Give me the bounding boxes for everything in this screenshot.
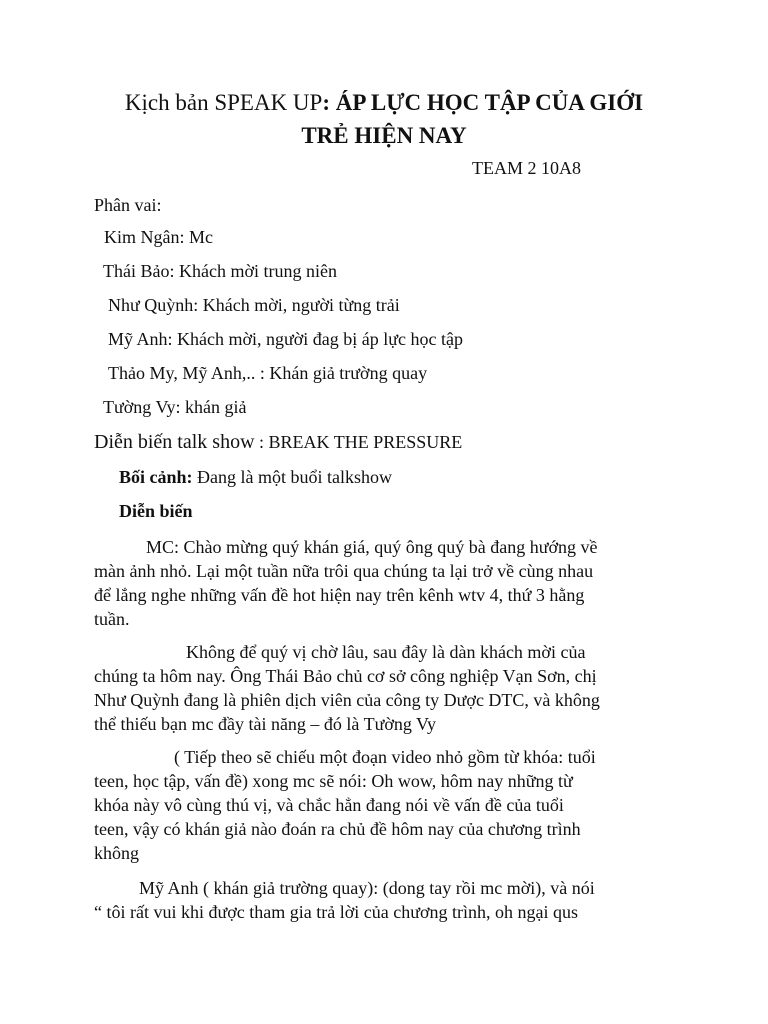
paragraph-line: Như Quỳnh đang là phiên dịch viên của công ty Dược DTC, và không bbox=[94, 690, 600, 710]
section-heading bbox=[94, 428, 462, 456]
title-prefix: Kịch bản SPEAK UP bbox=[124, 90, 323, 115]
context-line bbox=[119, 465, 392, 489]
paragraph-line: Mỹ Anh ( khán giả trường quay): (dong tay rồi mc mời), và nói bbox=[139, 878, 595, 898]
paragraph-audience bbox=[94, 876, 684, 924]
role-item: Thái Bảo: Khách mời trung niên bbox=[103, 261, 337, 281]
roles-label: Phân vai: bbox=[94, 195, 162, 215]
paragraph-line: không bbox=[94, 843, 139, 863]
section-heading-sub: : BREAK THE PRESSURE bbox=[254, 432, 463, 452]
paragraph-line: MC: Chào mừng quý khán giá, quý ông quý bà đang hướng về bbox=[146, 537, 598, 557]
paragraph-line: Không để quý vị chờ lâu, sau đây là dàn khách mời của bbox=[186, 642, 586, 662]
paragraph-line: teen, vậy có khán giả nào đoán ra chủ đề hôm nay của chương trình bbox=[94, 819, 581, 839]
paragraph-line: màn ảnh nhỏ. Lại một tuần nữa trôi qua chúng ta lại trở về cùng nhau bbox=[94, 561, 594, 581]
paragraph-line: để lắng nghe những vấn đề hot hiện nay trên kênh wtv 4, thứ 3 hằng bbox=[94, 585, 585, 605]
role-item: Kim Ngân: Mc bbox=[104, 227, 213, 247]
paragraph-line: khóa này vô cùng thú vị, và chắc hẳn đang nói về vấn đề của tuổi bbox=[94, 795, 564, 815]
role-item: Mỹ Anh: Khách mời, người đag bị áp lực học tập bbox=[108, 329, 463, 349]
paragraph-line: chúng ta hôm nay. Ông Thái Bảo chủ cơ sở công nghiệp Vạn Sơn, chị bbox=[94, 666, 597, 686]
paragraph-line: tuần. bbox=[94, 609, 130, 629]
paragraph-guests bbox=[94, 640, 684, 736]
title-line2: TRẺ HIỆN NAY bbox=[301, 123, 467, 148]
paragraph-video bbox=[94, 745, 684, 865]
paragraph-line: ( Tiếp theo sẽ chiếu một đoạn video nhỏ gồm từ khóa: tuổi bbox=[174, 747, 596, 767]
document-title bbox=[60, 86, 708, 152]
title-bold: : ÁP LỰC HỌC TẬP CỦA GIỚI bbox=[322, 90, 644, 115]
dienbien-label bbox=[119, 499, 193, 523]
role-item: Như Quỳnh: Khách mời, người từng trải bbox=[108, 295, 400, 315]
context-label: Bối cảnh: bbox=[119, 467, 193, 487]
dienbien-label-text: Diễn biến bbox=[119, 501, 193, 521]
role-item: Tường Vy: khán giả bbox=[103, 397, 247, 417]
context-text: Đang là một buổi talkshow bbox=[192, 467, 392, 487]
section-heading-main: Diễn biến talk show bbox=[94, 431, 255, 453]
paragraph-line: thể thiếu bạn mc đầy tài năng – đó là Tường Vy bbox=[94, 714, 437, 734]
team-label: TEAM 2 10A8 bbox=[472, 158, 581, 178]
role-item: Thảo My, Mỹ Anh,.. : Khán giả trường quay bbox=[108, 363, 428, 383]
paragraph-mc-intro bbox=[94, 535, 684, 631]
paragraph-line: teen, học tập, vấn đề) xong mc sẽ nói: Oh wow, hôm nay những từ bbox=[94, 771, 573, 791]
paragraph-line: “ tôi rất vui khi được tham gia trả lời của chương trình, oh ngại qus bbox=[94, 902, 578, 922]
